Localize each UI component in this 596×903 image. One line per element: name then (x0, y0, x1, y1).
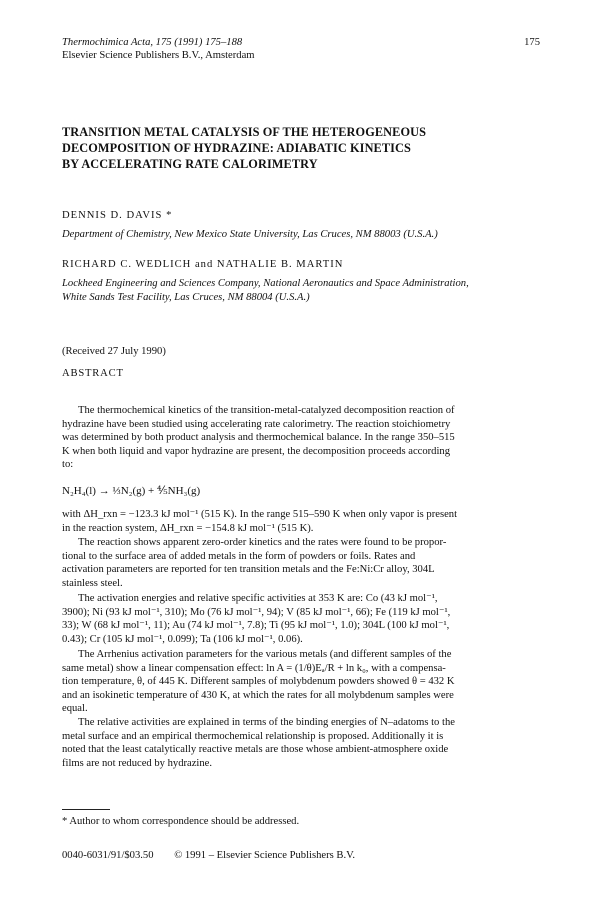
text-line: activation parameters are reported for ten transition metals and the Fe:Ni:Cr alloy, 304L (62, 564, 435, 576)
text-line: metal surface and an empirical thermochemical relationship is proposed. Additionally it is (62, 730, 444, 742)
text-line: equal. (62, 703, 88, 715)
page-footer (62, 850, 373, 861)
text-line: 0.43); Cr (105 kJ mol⁻¹, 0.099); Ta (106 kJ mol⁻¹, 0.06). (62, 633, 303, 645)
text-line: hydrazine have been studied using accelerating rate calorimetry. The reaction stoichiometry (62, 418, 451, 430)
text-line: films are not reduced by hydrazine. (62, 757, 213, 769)
affiliation-2-line-2: White Sands Test Facility, Las Cruces, NM 88004 (U.S.A.) (62, 292, 310, 303)
page-number: 175 (524, 37, 540, 48)
affiliation-1-line: Department of Chemistry, New Mexico State University, Las Cruces, NM 88003 (U.S.A.) (62, 229, 438, 240)
abstract-paragraph-3 (62, 536, 540, 590)
title-line-2: DECOMPOSITION OF HYDRAZINE: ADIABATIC KINETICS (62, 141, 411, 155)
reaction-equation: N₂H₄(l) → ⅓N₂(g) + ⅘NH₃(g) (62, 485, 201, 497)
text-line: in the reaction system, ΔH_rxn = −154.8 kJ mol⁻¹ (515 K). (62, 522, 314, 534)
text-line: same metal) show a linear compensation effect: ln A = (1/θ)Eₐ/R + ln k₀, with a compensa- (62, 662, 446, 674)
text-line: The relative activities are explained in terms of the binding energies of N–adatoms to the (78, 717, 455, 728)
text-line: with ΔH_rxn = −123.3 kJ mol⁻¹ (515 K). In the range 515–590 K when only vapor is present (62, 509, 458, 520)
article-title (62, 124, 532, 172)
affiliation-2 (62, 277, 540, 305)
text-line: The reaction shows apparent zero-order kinetics and the rates were found to be propor- (78, 537, 447, 548)
running-header (62, 36, 540, 62)
publisher-line: Elsevier Science Publishers B.V., Amsterdam (62, 50, 255, 61)
affiliation-2-line-1: Lockheed Engineering and Sciences Company, National Aeronautics and Space Administration, (62, 278, 469, 289)
text-line: tional to the surface area of added metals in the form of powders or foils. Rates and (62, 550, 416, 562)
footnote-divider (62, 809, 110, 810)
text-line: The activation energies and relative specific activities at 353 K are: Co (43 kJ mol⁻¹, (78, 593, 438, 604)
text-line: 33); W (68 kJ mol⁻¹, 11); Au (74 kJ mol⁻¹, 7.8); Ti (95 kJ mol⁻¹, 1.0); 304L (100 kJ mol⁻¹, (62, 620, 450, 632)
text-line: was determined by both product analysis and thermochemical balance. In the range 350–515 (62, 432, 455, 444)
title-line-1: TRANSITION METAL CATALYSIS OF THE HETEROGENEOUS (62, 125, 427, 139)
journal-citation: Thermochimica Acta, 175 (1991) 175–188 (62, 37, 243, 48)
issn-price-code: 0040-6031/91/$03.50 (62, 850, 154, 861)
footnote: * Author to whom correspondence should be addressed. (62, 816, 300, 827)
abstract-heading: ABSTRACT (62, 368, 124, 379)
copyright-line: © 1991 – Elsevier Science Publishers B.V. (174, 850, 356, 861)
title-line-3: BY ACCELERATING RATE CALORIMETRY (62, 157, 318, 171)
author-1: DENNIS D. DAVIS * (62, 210, 173, 221)
text-line: The Arrhenius activation parameters for the various metals (and different samples of the (78, 649, 452, 660)
text-line: tion temperature, θ, of 445 K. Different samples of molybdenum powders showed θ = 432 K (62, 676, 455, 688)
abstract-paragraph-4 (62, 592, 540, 646)
received-date: (Received 27 July 1990) (62, 346, 166, 357)
text-line: to: (62, 459, 74, 471)
abstract-paragraph-6 (62, 716, 540, 770)
author-2: RICHARD C. WEDLICH and NATHALIE B. MARTIN (62, 259, 344, 270)
abstract-paragraph-5 (62, 648, 540, 716)
text-line: The thermochemical kinetics of the transition-metal-catalyzed decomposition reaction of (78, 405, 455, 416)
text-line: K when both liquid and vapor hydrazine are present, the decomposition proceeds according (62, 445, 451, 457)
text-line: stainless steel. (62, 577, 123, 589)
abstract-paragraph-2 (62, 508, 540, 535)
affiliation-1 (62, 228, 540, 242)
text-line: 3900); Ni (93 kJ mol⁻¹, 310); Mo (76 kJ mol⁻¹, 94); V (85 kJ mol⁻¹, 66); Fe (119 kJ mol⁻¹, (62, 606, 451, 618)
abstract-paragraph-1 (62, 404, 540, 472)
text-line: and an isokinetic temperature of 430 K, at which the rates for all molybdenum samples were (62, 689, 454, 701)
text-line: noted that the least catalytically reactive metals are those whose ambient-atmosphere oxide (62, 744, 449, 756)
